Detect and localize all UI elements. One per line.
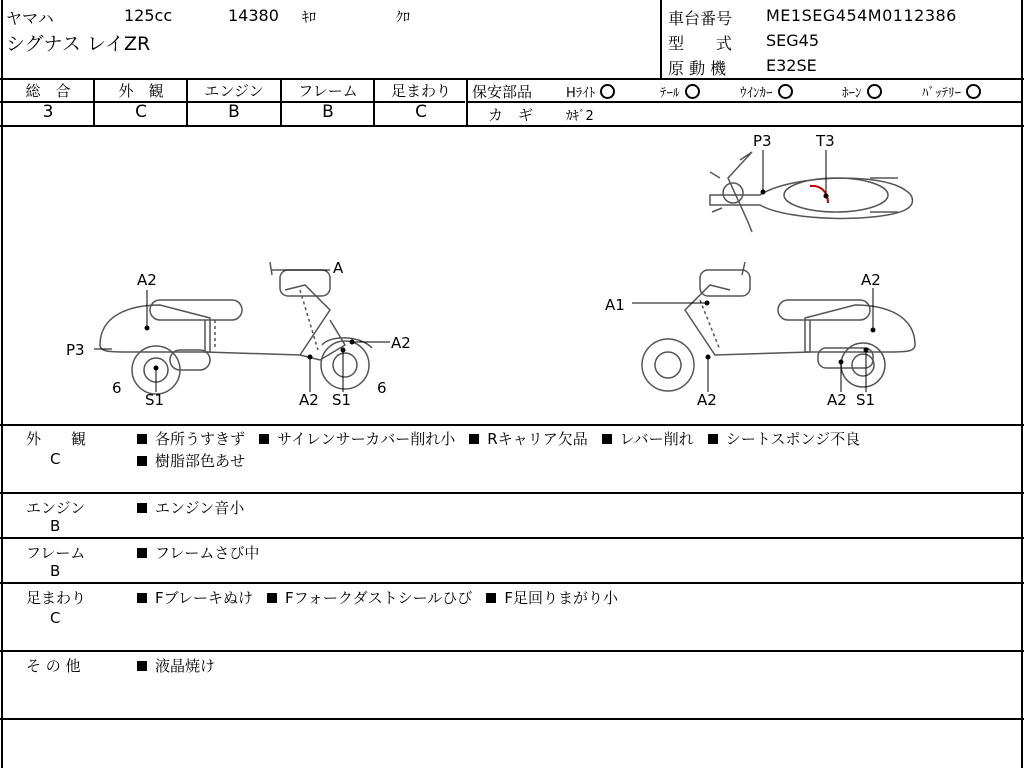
remark-category: そ の 他 <box>26 657 81 675</box>
grade-exterior-value: C <box>135 102 147 122</box>
bullet-square-icon <box>137 593 147 603</box>
damage-label: S1 <box>332 391 352 409</box>
remark-category: 足まわり <box>26 589 87 607</box>
remark-line <box>137 655 229 676</box>
damage-label: P3 <box>753 132 772 150</box>
grade-suspension-value: C <box>415 102 427 122</box>
bullet-square-icon <box>137 456 147 466</box>
divider <box>0 537 1024 539</box>
damage-label: A2 <box>391 334 411 352</box>
damage-label: A2 <box>827 391 847 409</box>
safety-item-horn: ﾎｰﾝ <box>842 82 882 101</box>
remark-line <box>137 587 632 608</box>
ok-circle-icon <box>685 84 700 99</box>
key-value: ｶｷﾞ2 <box>566 109 594 124</box>
remark-category: 外 観 <box>26 430 87 448</box>
remark-grade: B <box>50 517 61 535</box>
bullet-square-icon <box>137 434 147 444</box>
damage-label: A2 <box>861 271 881 289</box>
color: ｸﾛ <box>396 10 410 26</box>
remark-line <box>137 450 259 471</box>
remark-item: 液晶焼け <box>137 655 215 676</box>
damage-label: A2 <box>697 391 717 409</box>
key-label: カ ギ <box>488 106 534 124</box>
remark-item: シートスポンジ不良 <box>708 428 860 449</box>
safety-item-battery: ﾊﾞｯﾃﾘｰ <box>922 82 981 101</box>
divider <box>0 424 1024 426</box>
remark-line <box>137 542 273 563</box>
divider <box>0 718 1024 720</box>
bullet-square-icon <box>267 593 277 603</box>
remark-grade: B <box>50 562 61 580</box>
frame-number-label: 車台番号 <box>668 9 733 28</box>
damage-label: T3 <box>816 132 835 150</box>
bullet-square-icon <box>708 434 718 444</box>
remark-item: 樹脂部色あせ <box>137 450 245 471</box>
grade-overall-value: 3 <box>42 102 54 122</box>
remark-item: フレームさび中 <box>137 542 259 563</box>
engine-code: E32SE <box>766 56 817 75</box>
damage-label: A2 <box>299 391 319 409</box>
grade-frame-label: フレーム <box>298 82 358 100</box>
remark-item: レバー削れ <box>602 428 694 449</box>
displacement: 125cc <box>124 6 173 25</box>
divider <box>0 582 1024 584</box>
safety-item-headlight: Hﾗｲﾄ <box>566 82 615 101</box>
ok-circle-icon <box>966 84 981 99</box>
ok-circle-icon <box>600 84 615 99</box>
safety-item-winker: ｳｲﾝｶｰ <box>740 82 793 101</box>
scooter-top-view <box>710 152 913 232</box>
damage-label: P3 <box>66 341 85 359</box>
remark-item: エンジン音小 <box>137 497 244 518</box>
damage-label: 6 <box>112 379 122 397</box>
model-name: シグナス レイZR <box>6 33 151 55</box>
mileage: 14380 <box>228 6 279 25</box>
remark-category: フレーム <box>26 544 86 562</box>
damage-mark-red <box>810 186 828 203</box>
bullet-square-icon <box>602 434 612 444</box>
remark-item: サイレンサーカバー削れ小 <box>259 428 455 449</box>
damage-label: A1 <box>605 296 625 314</box>
grade-exterior-label: 外 観 <box>118 82 164 100</box>
remark-item: F足回りまがり小 <box>486 587 618 608</box>
remark-item: Fフォークダストシールひび <box>267 587 472 608</box>
bullet-square-icon <box>137 548 147 558</box>
model-code: SEG45 <box>766 31 820 50</box>
remark-grade: C <box>50 609 61 627</box>
divider <box>0 650 1024 652</box>
remark-line <box>137 428 860 449</box>
damage-label: A2 <box>137 271 157 289</box>
bullet-square-icon <box>137 503 147 513</box>
bullet-square-icon <box>137 661 147 671</box>
remark-grade: C <box>50 450 61 468</box>
remark-category: エンジン <box>26 499 86 517</box>
damage-label: S1 <box>145 391 165 409</box>
divider <box>466 101 1022 103</box>
remark-item: Fブレーキぬけ <box>137 587 253 608</box>
divider <box>0 492 1024 494</box>
frame-number: ME1SEG454M0112386 <box>766 6 957 25</box>
remark-line <box>137 497 258 518</box>
grade-suspension-label: 足まわり <box>390 82 451 100</box>
divider <box>660 0 662 78</box>
ok-circle-icon <box>778 84 793 99</box>
damage-label: 6 <box>377 379 387 397</box>
frame-right-border <box>1021 0 1023 768</box>
divider <box>0 125 1024 127</box>
model-code-label: 型 式 <box>668 34 733 53</box>
ok-circle-icon <box>867 84 882 99</box>
damage-label: A <box>333 259 344 277</box>
remark-item: 各所うすきず <box>137 428 245 449</box>
damage-label: S1 <box>856 391 876 409</box>
bullet-square-icon <box>259 434 269 444</box>
bullet-square-icon <box>469 434 479 444</box>
safety-label: 保安部品 <box>472 83 533 101</box>
grade-overall-label: 総 合 <box>25 82 71 100</box>
grade-engine-value: B <box>228 102 240 122</box>
safety-item-tail: ﾃｰﾙ <box>660 82 700 101</box>
grade-frame-value: B <box>322 102 334 122</box>
remark-item: Rキャリア欠品 <box>469 428 587 449</box>
grade-engine-label: エンジン <box>204 82 264 100</box>
engine-label: 原 動 機 <box>668 59 727 78</box>
maker: ヤマハ <box>6 9 54 28</box>
bullet-square-icon <box>486 593 496 603</box>
mileage-unit: ｷﾛ <box>302 10 316 26</box>
